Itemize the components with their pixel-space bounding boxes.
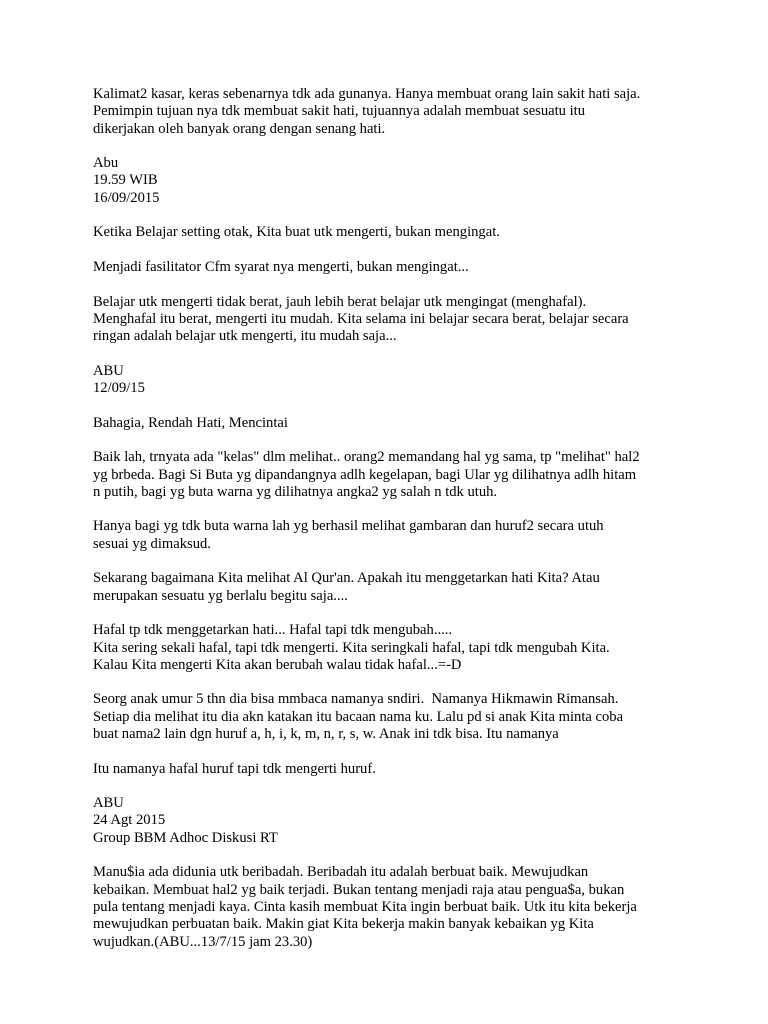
paragraph xyxy=(93,518,693,553)
paragraph xyxy=(93,449,693,501)
text-line: Hanya bagi yg tdk buta warna lah yg berhasil melihat gambaran dan huruf2 secara utuh xyxy=(93,518,604,535)
text-line: n putih, bagi yg buta warna yg dilihatnya angka2 yg salah n tdk utuh. xyxy=(93,483,498,500)
text-line: Kalau Kita mengerti Kita akan berubah walau tidak hafal...=-D xyxy=(93,656,462,673)
text-line: merupakan sesuatu yg berlalu begitu saja.... xyxy=(93,587,348,604)
paragraph xyxy=(93,86,693,138)
text-line: 16/09/2015 xyxy=(93,189,160,206)
paragraph xyxy=(93,224,693,241)
text-line: Bahagia, Rendah Hati, Mencintai xyxy=(93,414,288,431)
paragraph xyxy=(93,415,693,432)
text-line: ABU xyxy=(93,362,124,379)
text-line: Manu$ia ada didunia utk beribadah. Beribadah itu adalah berbuat baik. Mewujudkan xyxy=(93,864,589,881)
text-line: kebaikan. Membuat hal2 yg baik terjadi. Bukan tentang menjadi raja atau pengua$a, bukan xyxy=(93,881,625,898)
paragraph xyxy=(93,570,693,605)
text-line: Ketika Belajar setting otak, Kita buat utk mengerti, bukan mengingat. xyxy=(93,224,500,241)
text-line: Belajar utk mengerti tidak berat, jauh lebih berat belajar utk mengingat (menghafal). xyxy=(93,293,587,310)
text-line: ringan adalah belajar utk mengerti, itu mudah saja... xyxy=(93,328,397,345)
text-line: Abu xyxy=(93,155,119,172)
text-line: Itu namanya hafal huruf tapi tdk mengerti huruf. xyxy=(93,760,376,777)
text-line: ABU xyxy=(93,795,124,812)
text-line: Kita sering sekali hafal, tapi tdk mengerti. Kita seringkali hafal, tapi tdk mengubah Kita. xyxy=(93,639,610,656)
document-page xyxy=(93,86,693,968)
text-line: Hafal tp tdk menggetarkan hati... Hafal tapi tdk mengubah..... xyxy=(93,622,453,639)
text-line: 12/09/15 xyxy=(93,380,145,397)
text-line: Sekarang bagaimana Kita melihat Al Qur'an. Apakah itu menggetarkan hati Kita? Atau xyxy=(93,570,600,587)
text-line: pula tentang menjadi kaya. Cinta kasih membuat Kita ingin berbuat baik. Utk itu kita bekerja xyxy=(93,898,637,915)
text-line: Menjadi fasilitator Cfm syarat nya mengerti, bukan mengingat... xyxy=(93,258,469,275)
paragraph xyxy=(93,259,693,276)
text-line: Menghafal itu berat, mengerti itu mudah. Kita selama ini belajar secara berat, belajar secara xyxy=(93,310,629,327)
text-line: Seorg anak umur 5 thn dia bisa mmbaca namanya sndiri. Namanya Hikmawin Rimansah. xyxy=(93,691,619,708)
paragraph xyxy=(93,363,693,398)
paragraph xyxy=(93,622,693,674)
text-line: Pemimpin tujuan nya tdk membuat sakit hati, tujuannya adalah membuat sesuatu itu xyxy=(93,103,586,120)
paragraph xyxy=(93,864,693,950)
text-line: Setiap dia melihat itu dia akn katakan itu bacaan nama ku. Lalu pd si anak Kita minta coba xyxy=(93,708,624,725)
paragraph xyxy=(93,294,693,346)
text-line: 19.59 WIB xyxy=(93,172,158,189)
text-line: mewujudkan perbuatan baik. Makin giat Kita bekerja makin banyak kebaikan yg Kita xyxy=(93,916,594,933)
text-line: 24 Agt 2015 xyxy=(93,812,166,829)
text-line: Kalimat2 kasar, keras sebenarnya tdk ada gunanya. Hanya membuat orang lain sakit hati saja. xyxy=(93,86,641,102)
text-line: Baik lah, trnyata ada "kelas" dlm melihat.. orang2 memandang hal yg sama, tp "melihat" hal2 xyxy=(93,449,640,466)
text-line: yg brbeda. Bagi Si Buta yg dipandangnya adlh kegelapan, bagi Ular yg dilihatnya adlh hitam xyxy=(93,466,637,483)
text-line: Group BBM Adhoc Diskusi RT xyxy=(93,829,278,846)
paragraph xyxy=(93,691,693,743)
paragraph xyxy=(93,795,693,847)
text-line: buat nama2 lain dgn huruf a, h, i, k, m, n, r, s, w. Anak ini tdk bisa. Itu namanya xyxy=(93,725,559,742)
text-line: sesuai yg dimaksud. xyxy=(93,535,211,552)
paragraph xyxy=(93,761,693,778)
paragraph xyxy=(93,155,693,207)
text-line: wujudkan.(ABU...13/7/15 jam 23.30) xyxy=(93,933,313,950)
text-line: dikerjakan oleh banyak orang dengan senang hati. xyxy=(93,120,386,137)
